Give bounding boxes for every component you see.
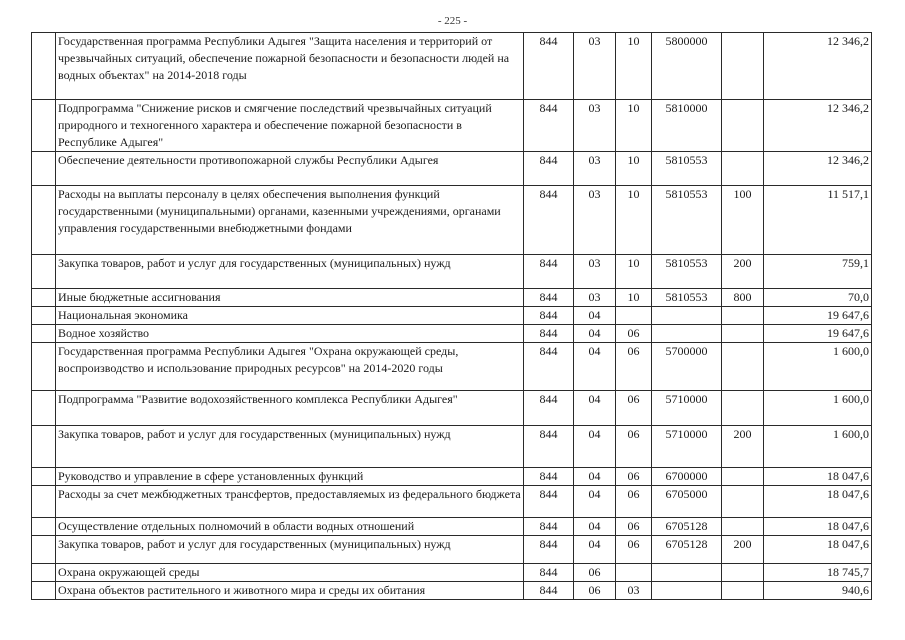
section-code-cell: 04 [574,307,616,325]
subsection-code-cell: 06 [616,468,652,486]
subsection-code-cell: 10 [616,289,652,307]
expense-type-cell: 200 [722,426,764,468]
expense-type-cell [722,33,764,100]
item-name-cell: Охрана объектов растительного и животного мира и среды их обитания [56,582,524,600]
item-name-cell: Закупка товаров, работ и услуг для государственных (муниципальных) нужд [56,536,524,564]
ved-code-cell: 844 [524,468,574,486]
expense-type-cell [722,325,764,343]
section-code-cell: 04 [574,486,616,518]
table-row [32,186,872,255]
row-index-cell [32,186,56,255]
item-name-cell: Расходы на выплаты персоналу в целях обеспечения выполнения функций государственными (муниципальными) органами, казенными учреждениями, органами управления государственными внебюджетными фондами [56,186,524,255]
subsection-code-cell: 10 [616,33,652,100]
amount-cell: 18 047,6 [764,486,872,518]
amount-cell: 1 600,0 [764,391,872,426]
table-row [32,343,872,391]
target-article-cell: 5810000 [652,100,722,152]
table-row [32,468,872,486]
section-code-cell: 03 [574,289,616,307]
item-name-cell: Иные бюджетные ассигнования [56,289,524,307]
amount-cell: 940,6 [764,582,872,600]
section-code-cell: 04 [574,391,616,426]
row-index-cell [32,100,56,152]
expense-type-cell: 200 [722,536,764,564]
item-name-cell: Национальная экономика [56,307,524,325]
subsection-code-cell [616,307,652,325]
expense-type-cell [722,100,764,152]
target-article-cell: 6700000 [652,468,722,486]
amount-cell: 18 047,6 [764,468,872,486]
page-number: - 225 - [437,15,468,27]
ved-code-cell: 844 [524,391,574,426]
amount-cell: 1 600,0 [764,426,872,468]
amount-cell: 12 346,2 [764,152,872,186]
expense-type-cell [722,343,764,391]
amount-cell: 12 346,2 [764,100,872,152]
row-index-cell [32,486,56,518]
row-index-cell [32,33,56,100]
table-row [32,582,872,600]
expense-type-cell [722,564,764,582]
target-article-cell [652,582,722,600]
amount-cell: 18 047,6 [764,536,872,564]
row-index-cell [32,564,56,582]
amount-cell: 70,0 [764,289,872,307]
target-article-cell [652,307,722,325]
subsection-code-cell: 06 [616,426,652,468]
ved-code-cell: 844 [524,325,574,343]
target-article-cell: 6705128 [652,536,722,564]
amount-cell: 19 647,6 [764,307,872,325]
ved-code-cell: 844 [524,289,574,307]
amount-cell: 18 047,6 [764,518,872,536]
expense-type-cell: 100 [722,186,764,255]
expense-type-cell [722,518,764,536]
target-article-cell: 5810553 [652,255,722,289]
subsection-code-cell: 10 [616,100,652,152]
section-code-cell: 04 [574,518,616,536]
table-row [32,307,872,325]
amount-cell: 1 600,0 [764,343,872,391]
ved-code-cell: 844 [524,582,574,600]
table-row [32,152,872,186]
item-name-cell: Закупка товаров, работ и услуг для государственных (муниципальных) нужд [56,255,524,289]
target-article-cell [652,325,722,343]
table-row [32,289,872,307]
row-index-cell [32,468,56,486]
item-name-cell: Расходы за счет межбюджетных трансфертов, предоставляемых из федерального бюджета [56,486,524,518]
expense-type-cell [722,307,764,325]
section-code-cell: 03 [574,186,616,255]
table-body [32,33,872,600]
section-code-cell: 03 [574,255,616,289]
row-index-cell [32,536,56,564]
section-code-cell: 03 [574,33,616,100]
table-row [32,426,872,468]
row-index-cell [32,343,56,391]
subsection-code-cell: 10 [616,152,652,186]
row-index-cell [32,325,56,343]
item-name-cell: Подпрограмма "Снижение рисков и смягчение последствий чрезвычайных ситуаций природного и техногенного характера и обеспечение пожарной безопасности в Республике Адыгея" [56,100,524,152]
amount-cell: 12 346,2 [764,33,872,100]
ved-code-cell: 844 [524,307,574,325]
amount-cell: 11 517,1 [764,186,872,255]
expense-type-cell [722,468,764,486]
row-index-cell [32,391,56,426]
subsection-code-cell [616,564,652,582]
target-article-cell: 5810553 [652,289,722,307]
table-row [32,564,872,582]
ved-code-cell: 844 [524,186,574,255]
table-row [32,33,872,100]
subsection-code-cell: 06 [616,486,652,518]
row-index-cell [32,426,56,468]
section-code-cell: 04 [574,343,616,391]
item-name-cell: Подпрограмма "Развитие водохозяйственного комплекса Республики Адыгея" [56,391,524,426]
item-name-cell: Закупка товаров, работ и услуг для государственных (муниципальных) нужд [56,426,524,468]
target-article-cell: 6705000 [652,486,722,518]
amount-cell: 18 745,7 [764,564,872,582]
ved-code-cell: 844 [524,486,574,518]
expense-type-cell [722,486,764,518]
ved-code-cell: 844 [524,536,574,564]
target-article-cell: 5710000 [652,426,722,468]
subsection-code-cell: 06 [616,325,652,343]
expense-type-cell: 800 [722,289,764,307]
row-index-cell [32,307,56,325]
subsection-code-cell: 06 [616,391,652,426]
table-row [32,325,872,343]
item-name-cell: Руководство и управление в сфере установленных функций [56,468,524,486]
ved-code-cell: 844 [524,255,574,289]
subsection-code-cell: 03 [616,582,652,600]
section-code-cell: 03 [574,100,616,152]
item-name-cell: Осуществление отдельных полномочий в области водных отношений [56,518,524,536]
amount-cell: 19 647,6 [764,325,872,343]
target-article-cell [652,564,722,582]
target-article-cell: 6705128 [652,518,722,536]
expense-type-cell: 200 [722,255,764,289]
subsection-code-cell: 10 [616,255,652,289]
table-row [32,100,872,152]
target-article-cell: 5810553 [652,186,722,255]
row-index-cell [32,152,56,186]
target-article-cell: 5810553 [652,152,722,186]
ved-code-cell: 844 [524,152,574,186]
table-row [32,486,872,518]
section-code-cell: 04 [574,325,616,343]
section-code-cell: 04 [574,426,616,468]
ved-code-cell: 844 [524,564,574,582]
expense-type-cell [722,152,764,186]
subsection-code-cell: 06 [616,536,652,564]
budget-table [31,32,872,600]
table-row [32,255,872,289]
table-row [32,536,872,564]
subsection-code-cell: 06 [616,518,652,536]
item-name-cell: Государственная программа Республики Адыгея "Защита населения и территорий от чрезвычайных ситуаций, обеспечение пожарной безопасности и безопасности людей на водных объектах" на 2014-2018 годы [56,33,524,100]
subsection-code-cell: 10 [616,186,652,255]
section-code-cell: 06 [574,582,616,600]
expense-type-cell [722,582,764,600]
target-article-cell: 5710000 [652,391,722,426]
target-article-cell: 5700000 [652,343,722,391]
section-code-cell: 03 [574,152,616,186]
section-code-cell: 04 [574,536,616,564]
amount-cell: 759,1 [764,255,872,289]
ved-code-cell: 844 [524,426,574,468]
item-name-cell: Государственная программа Республики Адыгея "Охрана окружающей среды, воспроизводство и использование природных ресурсов" на 2014-2020 годы [56,343,524,391]
item-name-cell: Обеспечение деятельности противопожарной службы Республики Адыгея [56,152,524,186]
row-index-cell [32,518,56,536]
subsection-code-cell: 06 [616,343,652,391]
target-article-cell: 5800000 [652,33,722,100]
row-index-cell [32,289,56,307]
section-code-cell: 04 [574,468,616,486]
ved-code-cell: 844 [524,343,574,391]
expense-type-cell [722,391,764,426]
row-index-cell [32,582,56,600]
ved-code-cell: 844 [524,518,574,536]
section-code-cell: 06 [574,564,616,582]
ved-code-cell: 844 [524,33,574,100]
item-name-cell: Водное хозяйство [56,325,524,343]
table-row [32,391,872,426]
ved-code-cell: 844 [524,100,574,152]
table-row [32,518,872,536]
item-name-cell: Охрана окружающей среды [56,564,524,582]
row-index-cell [32,255,56,289]
